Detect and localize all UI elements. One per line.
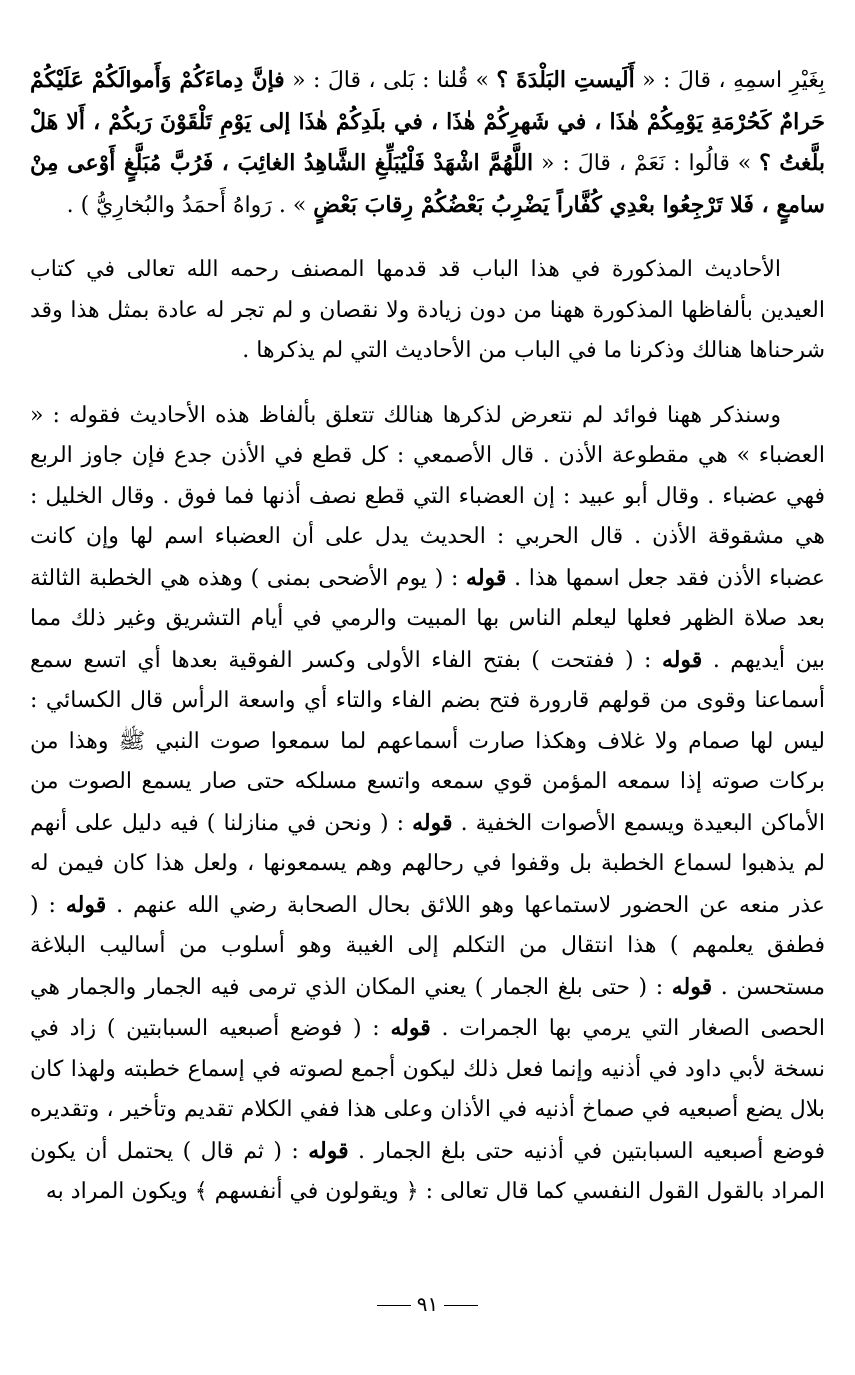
hadith-paragraph [30, 60, 825, 226]
commentary-text: : ( حتى بلغ الجمار ) يعني المكان الذي ترمى فيه الجمار والجمار هي الحصى الصغار التي يرمي بها الجمرات . [30, 974, 825, 1041]
page-footer [0, 1292, 855, 1316]
hadith-text: » . رَواهُ أَحمَدُ والبُخارِيُّ ) . [66, 192, 314, 218]
commentary-text: : ( ونحن في منازلنا ) فيه دليل على أنهم لم يذهبوا لسماع الخطبة بل وقفوا في رحالهم وهم يسمعونها ، ولعل هذا كان فيمن له عذر منعه عن الحضور لاستماعها وهو اللائق بحال الصحابة رضي الله عنهم . [30, 810, 825, 918]
commentary-text: : ( ففتحت ) بفتح الفاء الأولى وكسر الفوقية بعدها أي اتسع سمع أسماعنا وقوى من قولهم قارورة فتح بضم الفاء والتاء أي واسعة الرأس قال الكسائي : ليس لها صمام ولا غلاف وهكذا صارت أسماعهم لما سمعوا صوت النبي ﷺ وهذا من بركات صوته إذا سمعه المؤمن قوي سمعه واتسع مسلكه حتى صار يسمع الصوت من الأماكن البعيدة ويسمع الأصوات الخفية . [30, 647, 825, 836]
commentary-text: : ( يوم الأضحى بمنى ) وهذه هي الخطبة الثالثة بعد صلاة الظهر فعلها ليعلم الناس بها المبيت والرمي في أيام التشريق وغير ذلك مما بين أيديهم . [30, 565, 825, 673]
hadith-text: » قُلنا : بَلى ، قالَ : « [284, 68, 497, 93]
qawluhu-keyword: قوله [466, 564, 507, 591]
qawluhu-keyword: قوله [65, 891, 107, 918]
commentary-text: وسنذكر ههنا فوائد لم نتعرض لذكرها هنالك تتعلق بألفاظ هذه الأحاديث فقوله : « العضباء » هي مقطوعة الأذن . قال الأصمعي : كل قطع في الأذن جدع فإن جاوز الربع فهي عضباء . وقال أبو عبيد : إن العضباء التي قطع نصف أذنها فما فوق . وقال الخليل : هي مشقوقة الأذن . قال الحربي : الحديث يدل على أن العضباء اسم لها وإن كانت عضباء الأذن فقد جعل اسمها هذا . [30, 402, 826, 591]
commentary-text: : ( فطفق يعلمهم ) هذا انتقال من التكلم إلى الغيبة وهو أسلوب من أساليب البلاغة مستحسن . [30, 892, 825, 1000]
footer-dash-left [377, 1305, 411, 1306]
commentary-body [30, 396, 825, 1213]
hadith-text: » قالُوا : نَعَمْ ، قالَ : « [533, 151, 760, 176]
qawluhu-keyword: قوله [671, 973, 713, 1000]
page-body [30, 60, 825, 1213]
commentary-text: : ( فوضع أصبعيه السبابتين ) زاد في نسخة لأبي داود في أذنيه وإنما فعل ذلك ليكون أجمع لصوته في إسماع خطبته ولهذا كان بلال يضع أصبعيه في صماخ أذنيه في الأذان وعلى هذا ففي الكلام تقديم وتأخير ، وتقديره فوضع أصبعيه السبابتين في أذنيه حتى بلغ الجمار . [30, 1016, 825, 1164]
hadith-quote: اللَّهُمَّ اشْهَدْ فَلْيُبَلِّغِ الشَّاهِدُ الغائِبَ ، فَرُبَّ مُبَلَّغٍ أَوْعى مِنْ سامعٍ ، فَلا تَرْجِعُوا بعْدِي كُفَّاراً يَضْرِبُ بَعْضُكُمْ رِقابَ بَعْضٍ [30, 150, 825, 218]
page-number: ٩١ [416, 1292, 439, 1316]
footer-dash-right [444, 1305, 478, 1306]
hadith-text: بِغَيْرِ اسمِهِ ، قالَ : « [634, 68, 825, 93]
hadith-quote: أَلَيستِ البَلْدَةَ ؟ [496, 67, 635, 93]
qawluhu-keyword: قوله [308, 1137, 349, 1164]
qawluhu-keyword: قوله [390, 1015, 431, 1041]
qawluhu-keyword: قوله [661, 646, 703, 673]
hadith-quote: فإنَّ دِماءَكُمْ وَأَموالَكُمْ عَلَيْكُمْ حَرامٌ كَحُرْمَةِ يَوْمِكُمْ هٰذَا ، في شَهرِكُمْ هٰذَا ، في بلَدِكُمْ هٰذَا إلى يَوْمِ تَلْقَوْنَ رَبكُمْ ، أَلا هَلْ بلَّغتُ ؟ [30, 67, 825, 176]
qawluhu-keyword: قوله [412, 809, 453, 836]
commentary-intro: الأحاديث المذكورة في هذا الباب قد قدمها المصنف رحمه الله تعالى في كتاب العيدين بألفاظها المذكورة ههنا من دون زيادة ولا نقصان و لم تجر له عادة بمثل هذا وقد شرحناها هنالك وذكرنا ما في الباب من الأحاديث التي لم يذكرها . [30, 257, 825, 363]
commentary-text: : ( ثم قال ) يحتمل أن يكون المراد بالقول القول النفسي كما قال تعالى : ﴿ ويقولون في أنفسهم ﴾ ويكون المراد به [30, 1138, 825, 1204]
